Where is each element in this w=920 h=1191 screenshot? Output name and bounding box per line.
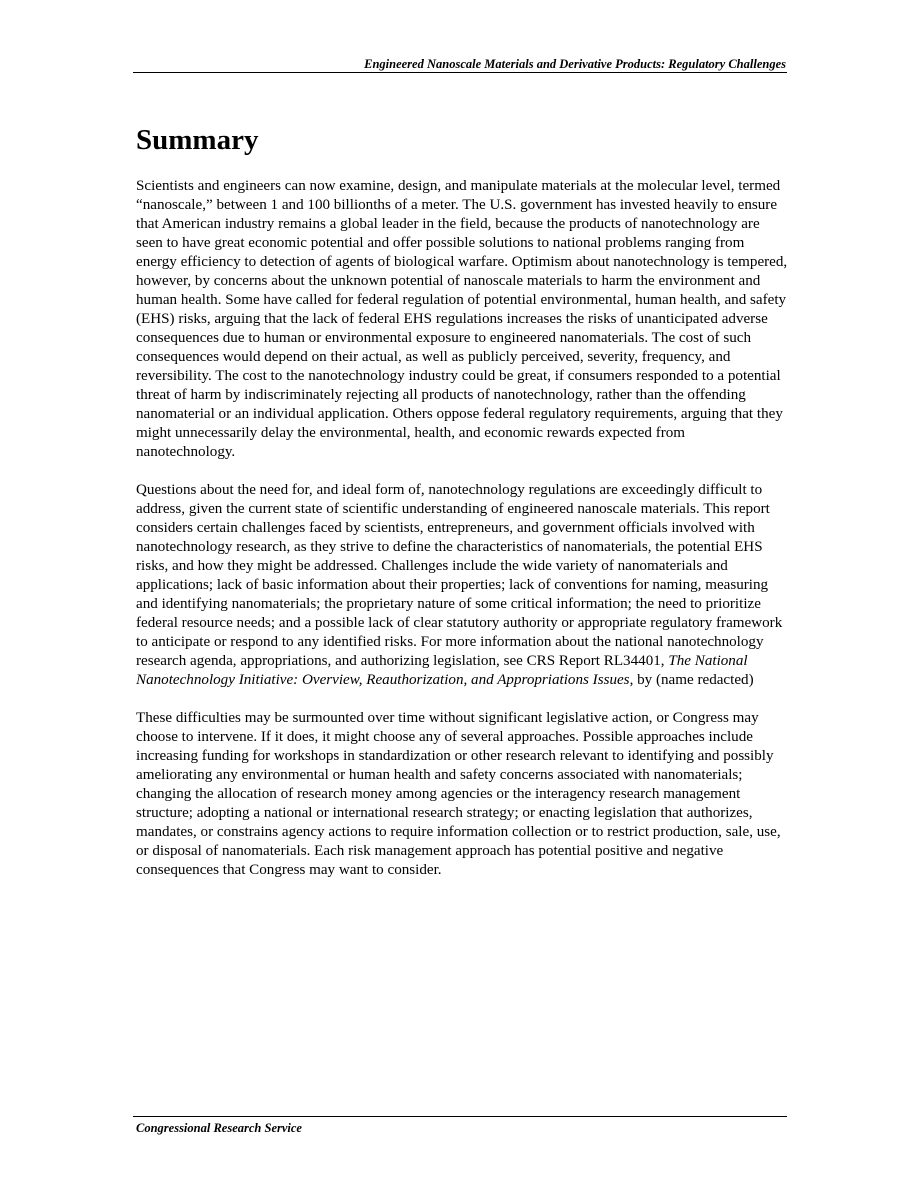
paragraph-2-text: Questions about the need for, and ideal form of, nanotechnology regulations are exceedingly difficult to address, given the current state of scientific understanding of engineered nanoscale materials. This report considers certain challenges faced by scientists, entrepreneurs, and government officials involved with nanotechnology research, as they strive to define the characteristics of nanomaterials, the potential EHS risks, and how they might be addressed. Challenges include the wide variety of nanomaterials and applications; lack of basic information about their properties; lack of conventions for naming, measuring and identifying nanomaterials; the proprietary nature of some critical information; the need to prioritize federal resource needs; and a possible lack of clear statutory authority or appropriate regulatory framework to anticipate or respond to any identified risks. For more information about the national nanotechnology research agenda, appropriations, and authorizing legislation, see CRS Report RL34401, [136, 482, 783, 669]
section-title: Summary [136, 124, 259, 156]
paragraph-2-tail: , by (name redacted) [629, 672, 754, 688]
running-header: Engineered Nanoscale Materials and Derivative Products: Regulatory Challenges [364, 57, 786, 71]
summary-body [136, 177, 788, 899]
summary-paragraph-2 [136, 481, 788, 690]
report-title-citation: The National Nanotechnology Initiative: Overview, Reauthorization, and Appropriations Issues [136, 653, 748, 688]
footer-divider [133, 1116, 787, 1117]
header-divider [133, 72, 787, 73]
footer-publisher: Congressional Research Service [136, 1121, 302, 1135]
summary-paragraph-1: Scientists and engineers can now examine, design, and manipulate materials at the molecular level, termed “nanoscale,” between 1 and 100 billionths of a meter. The U.S. government has invested heavily to ensure that American industry remains a global leader in the field, because the products of nanotechnology are seen to have great economic potential and offer possible solutions to national problems ranging from energy efficiency to detection of agents of biological warfare. Optimism about nanotechnology is tempered, however, by concerns about the unknown potential of nanoscale materials to harm the environment and human health. Some have called for federal regulation of potential environmental, human health, and safety (EHS) risks, arguing that the lack of federal EHS regulations increases the risks of unanticipated adverse consequences due to human or environmental exposure to engineered nanomaterials. The cost of such consequences would depend on their actual, as well as publicly perceived, severity, frequency, and reversibility. The cost to the nanotechnology industry could be great, if consumers responded to a potential threat of harm by indiscriminately rejecting all products of nanotechnology, rather than the offending nanomaterial or an individual application. Others oppose federal regulatory requirements, arguing that they might unnecessarily delay the environmental, health, and economic rewards expected from nanotechnology. [136, 178, 788, 460]
summary-paragraph-3: These difficulties may be surmounted over time without significant legislative action, or Congress may choose to intervene. If it does, it might choose any of several approaches. Possible approaches include increasing funding for workshops in standardization or other research relevant to identifying and possibly ameliorating any environmental or human health and safety concerns associated with nanomaterials; changing the allocation of research money among agencies or the interagency research management structure; adopting a national or international research strategy; or enacting legislation that authorizes, mandates, or constrains agency actions to require information collection or to restrict production, sale, use, or disposal of nanomaterials. Each risk management approach has potential positive and negative consequences that Congress may want to consider. [136, 710, 781, 878]
